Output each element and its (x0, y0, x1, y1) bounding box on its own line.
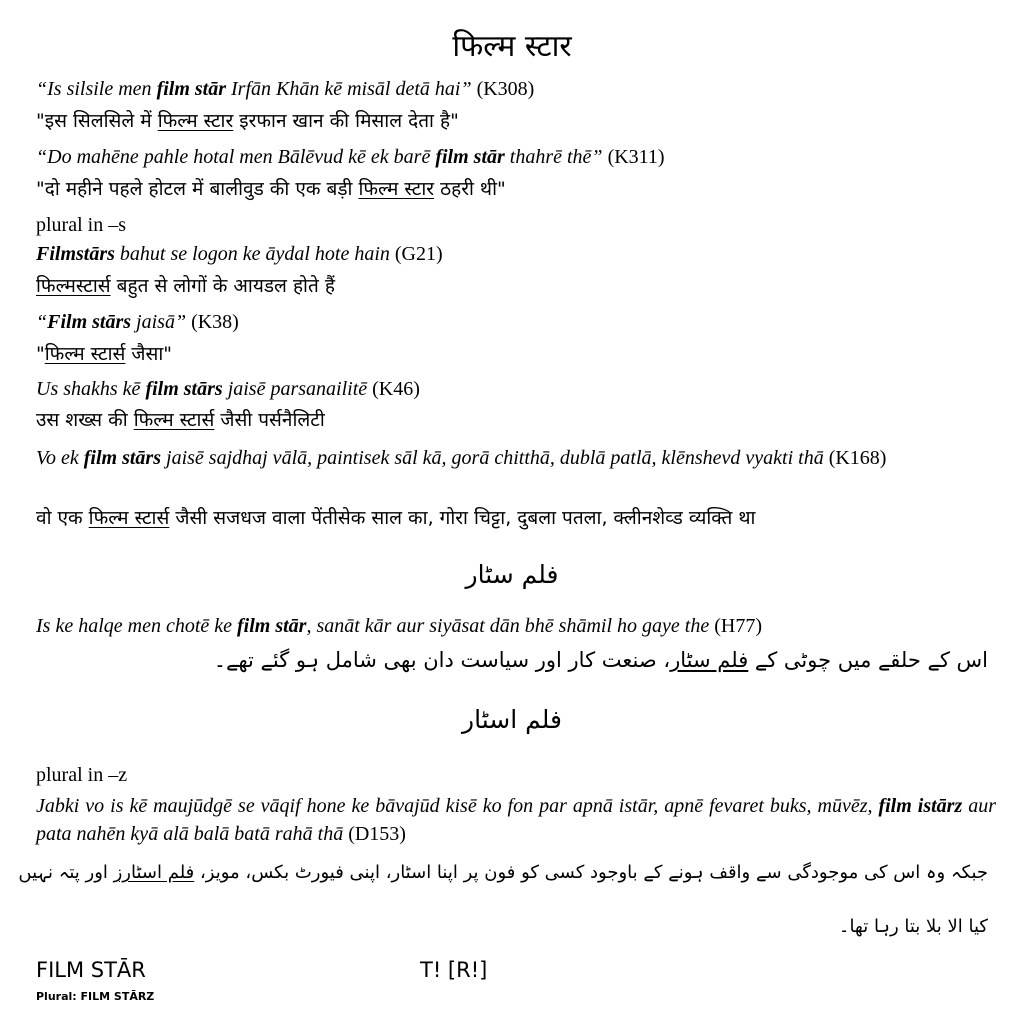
source-ref: (K311) (602, 146, 665, 168)
headword-highlight: film stār (435, 146, 505, 168)
plural-z-label: plural in –z (36, 764, 128, 786)
headword-highlight: film stār (156, 78, 227, 100)
example-k168-hindi: वो एक फिल्म स्टार्स जैसी सजधज वाला पेंतीसेक साल का, गोरा चिट्टा, दुबला पतला, क्लीनशेव्ड व्यक्ति था (36, 507, 756, 529)
example-k168-transliteration: Vo ek film stārs jaisē sajdhaj vālā, paintisek sāl kā, gorā chitthā, dublā patlā, klēnshevd vyakti thā (K168) (36, 447, 887, 469)
source-ref: (K46) (367, 378, 420, 400)
example-h77-urdu: اس کے حلقے میں چوٹی کے فلم سٹار، صنعت کار اور سیاست دان بھی شامل ہو گئے تھے۔ (213, 648, 988, 672)
headword-underlined: फिल्म स्टार्स (44, 343, 126, 365)
example-k46-hindi: उस शख्स की फिल्म स्टार्स जैसी पर्सनैलिटी (36, 409, 325, 431)
source-ref: (G21) (389, 243, 443, 265)
headword-highlight: Film stārs (47, 311, 132, 333)
plural-s-label: plural in –s (36, 214, 126, 236)
example-h77-transliteration: Is ke halqe men chotē ke film stār, sanāt kār aur siyāsat dān bhē shāmil ho gaye the (H77) (36, 615, 762, 637)
headword-underlined: फिल्म स्टार (157, 110, 234, 132)
footer-plural: Plural: FILM STĀRZ (36, 990, 155, 1003)
urdu-heading-film-istar: فلم اسٹار (462, 705, 562, 734)
example-d153-urdu-line1: جبکہ وہ اس کی موجودگی سے واقف ہونے کے باوجود کسی کو فون پر اپنا اسٹار، اپنی فیورٹ بکس، مویز، فلم اسٹارز اور پتہ نہیں (18, 862, 988, 883)
headword-underlined: फिल्म स्टार्स (133, 409, 215, 431)
headword-highlight: film stār (237, 615, 307, 637)
source-ref: (D153) (343, 823, 406, 845)
example-k46-transliteration: Us shakhs kē film stārs jaisē parsanailitē (K46) (36, 378, 420, 400)
example-k38-hindi: "फिल्म स्टार्स जैसा" (36, 343, 173, 365)
headword-underlined: فلم اسٹارز (113, 862, 195, 883)
example-k38-transliteration: “Film stārs jaisā” (K38) (36, 311, 239, 333)
source-ref: (K168) (823, 447, 887, 469)
headword-underlined: फिल्मस्टार्स (36, 275, 111, 297)
example-k308-transliteration: “Is silsile men film stār Irfān Khān kē misāl detā hai” (K308) (36, 78, 535, 100)
example-k311-hindi: "दो महीने पहले होटल में बालीवुड की एक बड़ी फिल्म स्टार ठहरी थी" (36, 178, 506, 200)
source-ref: (K308) (471, 78, 535, 100)
footer-headword: FILM STĀR (36, 958, 146, 982)
source-ref: (K38) (186, 311, 239, 333)
headword-underlined: फिल्म स्टार्स (88, 507, 170, 529)
headword-highlight: film stārs (145, 378, 223, 400)
example-g21-transliteration: Filmstārs bahut se logon ke āydal hote hain (G21) (36, 243, 443, 265)
urdu-heading-film-star: فلم سٹار (465, 560, 559, 589)
footer-pronunciation: T! [R!] (420, 958, 488, 982)
example-g21-hindi: फिल्मस्टार्स बहुत से लोगों के आयडल होते हैं (36, 275, 335, 297)
example-d153-urdu-line2: کیا الا بلا بتا رہا تھا۔ (838, 916, 988, 937)
source-ref: (H77) (709, 615, 762, 637)
example-k308-hindi: "इस सिलसिले में फिल्म स्टार इरफान खान की मिसाल देता है" (36, 110, 459, 132)
example-k311-transliteration: “Do mahēne pahle hotal men Bālēvud kē ek barē film stār thahrē thē” (K311) (36, 146, 665, 168)
hindi-heading: फिल्म स्टार (452, 29, 572, 64)
headword-highlight: film stārs (83, 447, 162, 469)
headword-underlined: फिल्म स्टार (358, 178, 435, 200)
headword-underlined: فلم سٹار (670, 648, 749, 672)
headword-highlight: film istārz (878, 795, 963, 817)
example-d153-transliteration: Jabki vo is kē maujūdgē se vāqif hone ke bāvajūd kisē ko fon par apnā istār, apnē fevaret buks, mūvēz, film istārz aur pata nahēn kyā alā balā batā rahā thā (D153) (36, 795, 996, 845)
headword-highlight: Filmstārs (36, 243, 115, 265)
